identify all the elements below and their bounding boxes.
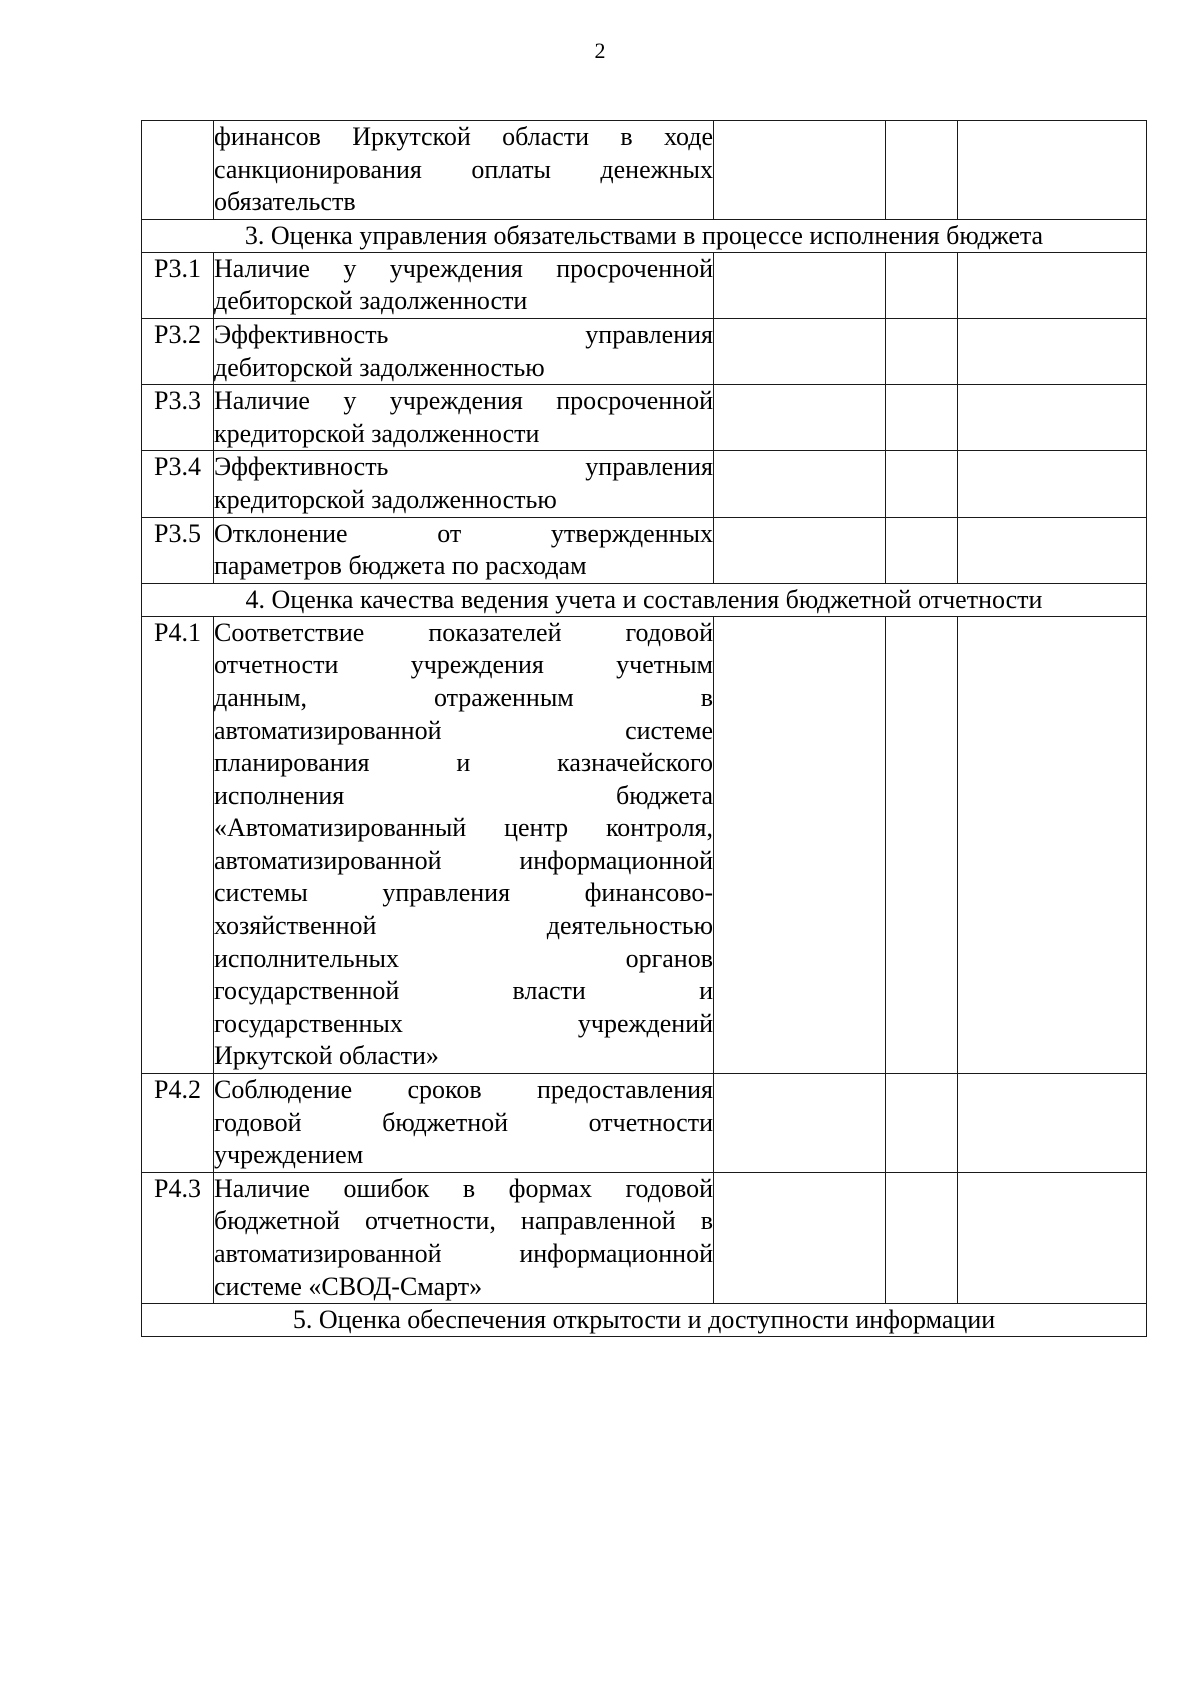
section-title: 5. Оценка обеспечения открытости и доступности информации: [142, 1304, 1147, 1337]
description-line: «Автоматизированный центр контроля,: [214, 813, 713, 843]
section-title: 3. Оценка управления обязательствами в процессе исполнения бюджета: [142, 219, 1147, 252]
value-cell-2: [886, 318, 958, 384]
description-line: автоматизированной информационной: [214, 1239, 713, 1268]
value-cell-2: [886, 616, 958, 1073]
description-line: Наличие ошибок в формах годовой: [214, 1173, 713, 1203]
value-cell-1: [714, 318, 886, 384]
description-line: Эффективность управления: [214, 452, 713, 482]
description-line: кредиторской задолженностью: [214, 484, 557, 514]
indicator-description: [214, 385, 714, 451]
description-line: дебиторской задолженностью: [214, 352, 545, 382]
value-cell-3: [958, 385, 1147, 451]
description-line: системе «СВОД-Смарт»: [214, 1271, 483, 1301]
value-cell-3: [958, 1172, 1147, 1303]
indicator-code: Р3.3: [142, 385, 214, 451]
value-cell-2: [886, 1074, 958, 1173]
indicator-row: [142, 252, 1147, 318]
description-line: Иркутской области»: [214, 1041, 439, 1071]
description-line: государственных учреждений: [214, 1008, 713, 1038]
description-line: государственной власти и: [214, 976, 713, 1006]
indicator-code: [142, 121, 214, 220]
value-cell-3: [958, 121, 1147, 220]
indicator-row: [142, 1074, 1147, 1173]
value-cell-2: [886, 517, 958, 583]
value-cell-1: [714, 121, 886, 220]
description-line: параметров бюджета по расходам: [214, 551, 587, 581]
section-header-row: [142, 583, 1147, 616]
indicator-description: [214, 517, 714, 583]
indicator-description: [214, 121, 714, 220]
description-line: кредиторской задолженности: [214, 418, 540, 448]
indicator-code: Р4.2: [142, 1074, 214, 1173]
indicator-description: [214, 1172, 714, 1303]
indicator-description: [214, 451, 714, 517]
indicator-row: [142, 451, 1147, 517]
indicator-row: [142, 318, 1147, 384]
value-cell-3: [958, 318, 1147, 384]
value-cell-3: [958, 451, 1147, 517]
indicator-code: Р4.1: [142, 616, 214, 1073]
indicator-code: Р4.3: [142, 1172, 214, 1303]
indicator-description: [214, 616, 714, 1073]
description-line: исполнения бюджета: [214, 780, 713, 810]
indicator-description: [214, 1074, 714, 1173]
indicator-code: Р3.4: [142, 451, 214, 517]
description-line: отчетности учреждения учетным: [214, 650, 713, 680]
page-number: 2: [594, 38, 606, 63]
value-cell-2: [886, 1172, 958, 1303]
description-line: бюджетной отчетности, направленной в: [214, 1206, 713, 1236]
description-line: годовой бюджетной отчетности: [214, 1107, 713, 1137]
assessment-table: [141, 120, 1147, 1337]
assessment-table-body: [142, 121, 1147, 1337]
description-line: Наличие у учреждения просроченной: [214, 386, 713, 416]
description-line: планирования и казначейского: [214, 748, 713, 778]
description-line: хозяйственной деятельностью: [214, 911, 713, 941]
description-line: данным, отраженным в: [214, 682, 713, 712]
value-cell-2: [886, 252, 958, 318]
description-line: дебиторской задолженности: [214, 286, 528, 316]
description-line: Отклонение от утвержденных: [214, 518, 713, 548]
value-cell-1: [714, 616, 886, 1073]
description-line: обязательств: [214, 187, 356, 217]
description-line: Наличие у учреждения просроченной: [214, 253, 713, 283]
value-cell-3: [958, 517, 1147, 583]
value-cell-1: [714, 451, 886, 517]
indicator-description: [214, 252, 714, 318]
value-cell-2: [886, 385, 958, 451]
description-line: исполнительных органов: [214, 943, 713, 973]
section-header-row: [142, 219, 1147, 252]
description-line: Соблюдение сроков предоставления: [214, 1075, 713, 1105]
indicator-code: Р3.5: [142, 517, 214, 583]
section-header-row: [142, 1304, 1147, 1337]
indicator-row: [142, 1172, 1147, 1303]
value-cell-1: [714, 517, 886, 583]
value-cell-3: [958, 252, 1147, 318]
value-cell-1: [714, 1074, 886, 1173]
description-line: финансов Иркутской области в ходе: [214, 122, 713, 151]
indicator-row: [142, 517, 1147, 583]
value-cell-2: [886, 451, 958, 517]
value-cell-3: [958, 1074, 1147, 1173]
value-cell-2: [886, 121, 958, 220]
indicator-row: [142, 121, 1147, 220]
description-line: санкционирования оплаты денежных: [214, 154, 713, 184]
indicator-row: [142, 616, 1147, 1073]
description-line: автоматизированной системе: [214, 715, 713, 745]
value-cell-1: [714, 252, 886, 318]
description-line: Соответствие показателей годовой: [214, 617, 713, 647]
indicator-description: [214, 318, 714, 384]
value-cell-1: [714, 385, 886, 451]
indicator-row: [142, 385, 1147, 451]
description-line: автоматизированной информационной: [214, 845, 713, 875]
value-cell-1: [714, 1172, 886, 1303]
description-line: системы управления финансово-: [214, 878, 713, 908]
description-line: учреждением: [214, 1140, 364, 1170]
indicator-code: Р3.2: [142, 318, 214, 384]
value-cell-3: [958, 616, 1147, 1073]
indicator-code: Р3.1: [142, 252, 214, 318]
description-line: Эффективность управления: [214, 319, 713, 349]
section-title: 4. Оценка качества ведения учета и составления бюджетной отчетности: [142, 583, 1147, 616]
